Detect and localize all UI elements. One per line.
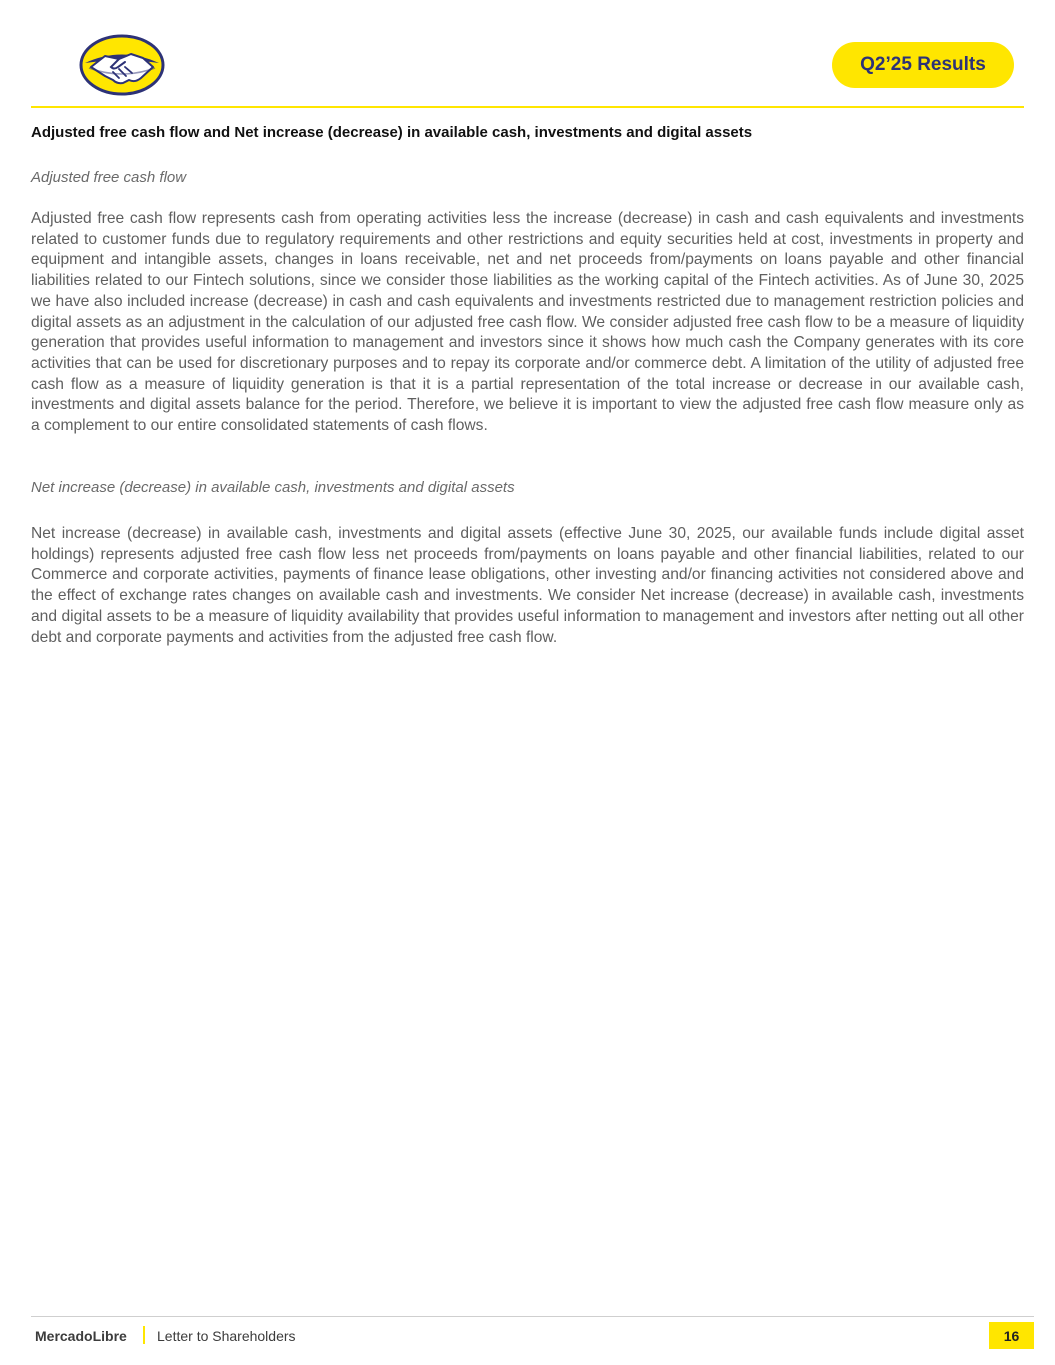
footer-document-title: Letter to Shareholders [157,1328,296,1344]
footer-separator [143,1326,145,1344]
handshake-logo-icon [79,34,165,96]
mercadolibre-logo [79,34,165,96]
page-number: 16 [989,1322,1034,1349]
header-divider [31,106,1024,108]
section-title: Adjusted free cash flow and Net increase (decrease) in available cash, investments and digital assets [31,124,753,141]
subsection-heading-net-increase: Net increase (decrease) in available cash, investments and digital assets [31,479,515,496]
subsection-heading-adjusted-fcf: Adjusted free cash flow [31,169,187,186]
footer-divider [31,1316,1034,1317]
quarter-results-badge: Q2’25 Results [832,42,1014,88]
paragraph-adjusted-fcf: Adjusted free cash flow represents cash from operating activities less the increase (decrease) in cash and cash equivalents and investments related to customer funds due to regulatory requirements and other restrictions and equity securities held at cost, investments in property and equipment and intangible assets, changes in loans receivable, net and net proceeds from/payments on loans payable and other financial liabilities related to our Fintech solutions, since we consider those liabilities as the working capital of the Fintech activities. As of June 30, 2025 we have also included increase (decrease) in cash and cash equivalents and investments restricted due to management restriction policies and digital assets as an adjustment in the calculation of our adjusted free cash flow. We consider adjusted free cash flow to be a measure of liquidity generation that provides useful information to management and investors since it shows how much cash the Company generates with its core activities that can be used for discretionary purposes and to repay its corporate and/or commerce debt. A limitation of the utility of adjusted free cash flow as a measure of liquidity generation is that it is a partial representation of the total increase or decrease in our available cash, investments and digital assets balance for the period. Therefore, we believe it is important to view the adjusted free cash flow measure only as a complement to our entire consolidated statements of cash flows. [31,210,1024,435]
paragraph-net-increase: Net increase (decrease) in available cash, investments and digital assets (effective June 30, 2025, our available funds include digital asset holdings) represents adjusted free cash flow less net proceeds from/payments on loans payable and other financial liabilities, related to our Commerce and corporate activities, payments of finance lease obligations, other investing and/or financing activities not considered above and the effect of exchange rates changes on available cash and investments. We consider Net increase (decrease) in available cash, investments and digital assets to be a measure of liquidity availability that provides useful information to management and investors after netting out all other debt and corporate payments and activities from the adjusted free cash flow. [31,525,1024,646]
footer-brand: MercadoLibre [35,1328,127,1344]
